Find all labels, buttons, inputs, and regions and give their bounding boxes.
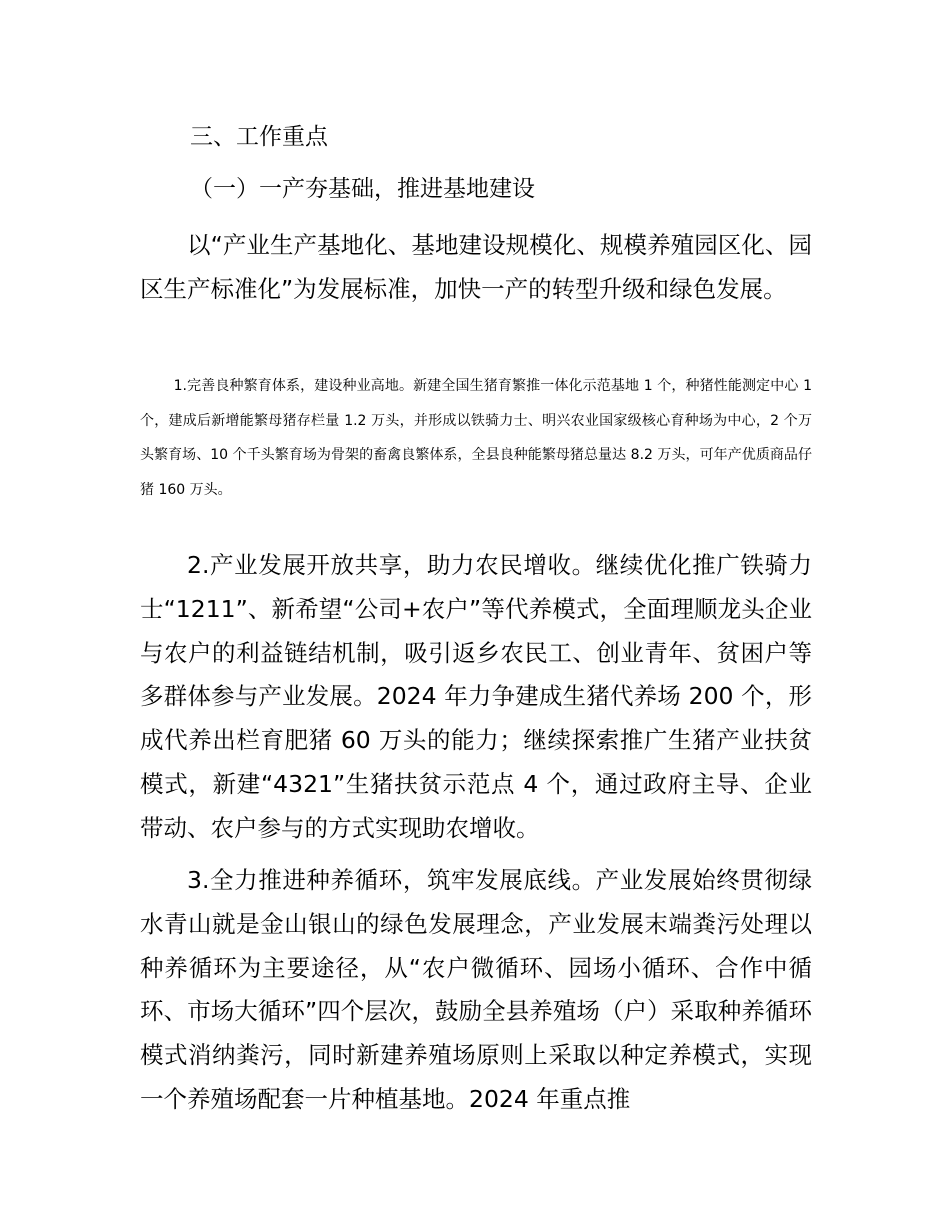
subsection-heading: （一）一产夯基础，推进基地建设: [190, 176, 535, 202]
section-heading: 三、工作重点: [190, 124, 328, 150]
intro-paragraph: 以“产业生产基地化、基地建设规模化、规模养殖园区化、园区生产标准化”为发展标准，加快一产的转型升级和绿色发展。: [140, 231, 812, 303]
item-2-paragraph: 2.产业发展开放共享，助力农民增收。继续优化推广铁骑力士“1211”、新希望“公司+农户”等代养模式，全面理顺龙头企业与农户的利益链结机制，吸引返乡农民工、创业青年、贫困户等多群体参与产业发展。2024 年力争建成生猪代养场 200 个，形成代养出栏育肥猪 60 万头的能力；继续探索推广生猪产业扶贫模式，新建“4321”生猪扶贫示范点 4 个，通过政府主导、企业带动、农户参与的方式实现助农增收。: [140, 551, 812, 842]
item-3-paragraph: 3.全力推进种养循环，筑牢发展底线。产业发展始终贯彻绿水青山就是金山银山的绿色发展理念，产业发展末端粪污处理以种养循环为主要途径，从“农户微循环、园场小循环、合作中循环、市场大循环”四个层次，鼓励全县养殖场（户）采取种养循环模式消纳粪污，同时新建养殖场原则上采取以种定养模式，实现一个养殖场配套一片种植基地。2024 年重点推: [140, 866, 812, 1113]
item-1-paragraph: 1.完善良种繁育体系，建设种业高地。新建全国生猪育繁推一体化示范基地 1 个，种猪性能测定中心 1 个，建成后新增能繁母猪存栏量 1.2 万头，并形成以铁骑力士、明兴农业国家级核心育种场为中心，2 个万头繁育场、10 个千头繁育场为骨架的畜禽良繁体系，全县良种能繁母猪总量达 8.2 万头，可年产优质商品仔猪 160 万头。: [140, 378, 812, 498]
